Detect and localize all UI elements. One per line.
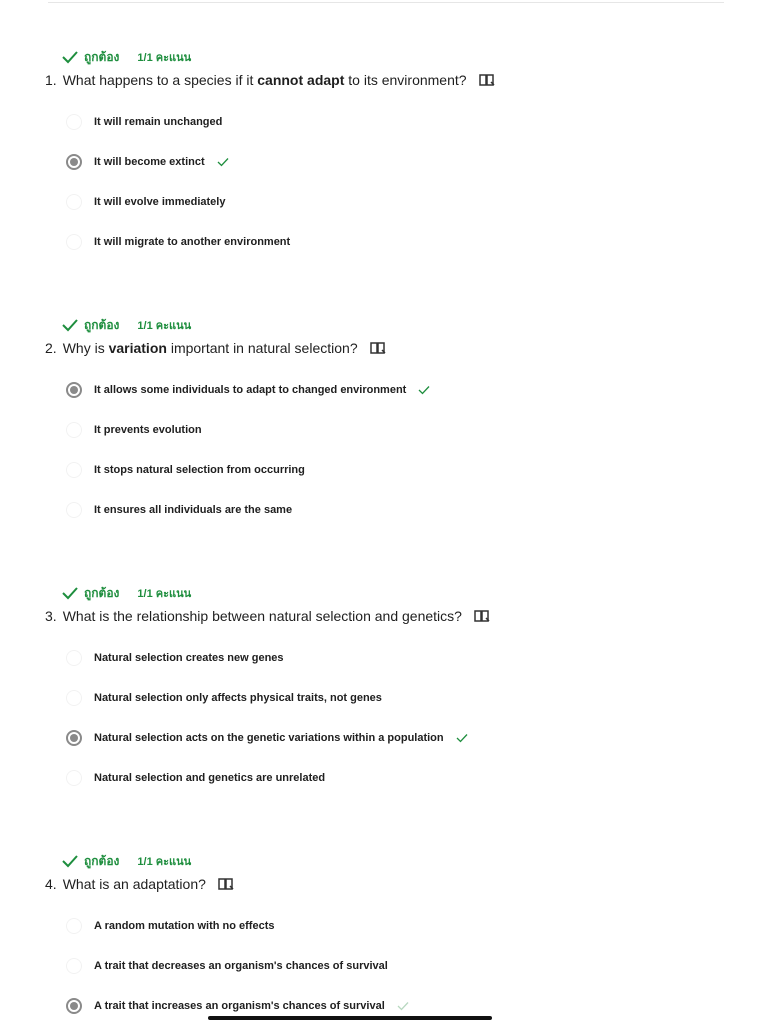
book-icon[interactable]: [479, 73, 495, 87]
status-label: ถูกต้อง: [84, 585, 120, 600]
option-row[interactable]: [66, 112, 222, 132]
home-indicator[interactable]: [208, 1016, 492, 1020]
question-title: [45, 340, 386, 356]
option-label: Natural selection only affects physical traits, not genes: [94, 692, 382, 704]
option-row[interactable]: [66, 768, 325, 788]
score-label: 1/1 คะแนน: [137, 52, 192, 64]
status-row: [62, 48, 191, 66]
option-row[interactable]: [66, 956, 388, 976]
option-label: It will migrate to another environment: [94, 236, 291, 248]
check-icon: [62, 586, 78, 600]
status-label: ถูกต้อง: [84, 317, 120, 332]
status-label: ถูกต้อง: [84, 853, 120, 868]
option-label: Natural selection acts on the genetic variations within a population: [94, 732, 444, 744]
radio-button[interactable]: [66, 958, 82, 974]
radio-button[interactable]: [66, 650, 82, 666]
status-row: [62, 852, 191, 870]
check-icon: [62, 50, 78, 64]
radio-button[interactable]: [66, 770, 82, 786]
score-label: 1/1 คะแนน: [137, 856, 192, 868]
correct-check-icon: [418, 385, 430, 395]
check-icon: [62, 318, 78, 332]
radio-button-selected[interactable]: [66, 382, 82, 398]
question-number: 2.: [45, 340, 57, 356]
option-row[interactable]: [66, 996, 409, 1016]
question-title: [45, 608, 490, 624]
option-label: It will remain unchanged: [94, 116, 223, 128]
status-row: [62, 316, 191, 334]
radio-button[interactable]: [66, 234, 82, 250]
radio-button[interactable]: [66, 690, 82, 706]
option-row[interactable]: [66, 728, 468, 748]
question-number: 3.: [45, 608, 57, 624]
option-row[interactable]: [66, 688, 382, 708]
option-label: Natural selection and genetics are unrelated: [94, 772, 326, 784]
option-label: It will become extinct: [94, 156, 205, 168]
option-row[interactable]: [66, 916, 275, 936]
option-label: A trait that increases an organism's chances of survival: [94, 1000, 385, 1012]
option-label: It prevents evolution: [94, 424, 202, 436]
radio-button[interactable]: [66, 918, 82, 934]
question-title: [45, 72, 495, 88]
question-text: What is the relationship between natural selection and genetics?: [62, 608, 462, 624]
question-title: [45, 876, 234, 892]
score-label: 1/1 คะแนน: [137, 320, 192, 332]
option-row[interactable]: [66, 232, 290, 252]
option-row[interactable]: [66, 648, 284, 668]
question-number: 4.: [45, 876, 57, 892]
correct-check-icon: [456, 733, 468, 743]
question-text: What happens to a species if it cannot adapt to its environment?: [62, 72, 467, 88]
book-icon[interactable]: [474, 609, 490, 623]
radio-button[interactable]: [66, 114, 82, 130]
option-label: It ensures all individuals are the same: [94, 504, 293, 516]
radio-button[interactable]: [66, 422, 82, 438]
radio-button-selected[interactable]: [66, 998, 82, 1014]
radio-button[interactable]: [66, 502, 82, 518]
check-icon: [62, 854, 78, 868]
radio-button[interactable]: [66, 194, 82, 210]
option-label: It stops natural selection from occurring: [94, 464, 305, 476]
correct-check-icon: [217, 157, 229, 167]
option-label: It will evolve immediately: [94, 196, 226, 208]
option-row[interactable]: [66, 500, 292, 520]
book-icon[interactable]: [218, 877, 234, 891]
option-row[interactable]: [66, 152, 229, 172]
option-label: Natural selection creates new genes: [94, 652, 284, 664]
score-label: 1/1 คะแนน: [137, 588, 192, 600]
top-divider: [48, 2, 724, 3]
radio-button-selected[interactable]: [66, 730, 82, 746]
radio-button-selected[interactable]: [66, 154, 82, 170]
radio-button[interactable]: [66, 462, 82, 478]
option-label: A random mutation with no effects: [94, 920, 275, 932]
option-row[interactable]: [66, 380, 430, 400]
option-row[interactable]: [66, 420, 202, 440]
option-label: It allows some individuals to adapt to changed environment: [94, 384, 407, 396]
option-row[interactable]: [66, 460, 305, 480]
status-label: ถูกต้อง: [84, 49, 120, 64]
option-label: A trait that decreases an organism's chances of survival: [94, 960, 388, 972]
correct-check-icon: [397, 1001, 409, 1011]
question-text: Why is variation important in natural selection?: [62, 340, 358, 356]
status-row: [62, 584, 191, 602]
question-number: 1.: [45, 72, 57, 88]
question-text: What is an adaptation?: [62, 876, 206, 892]
option-row[interactable]: [66, 192, 225, 212]
book-icon[interactable]: [370, 341, 386, 355]
